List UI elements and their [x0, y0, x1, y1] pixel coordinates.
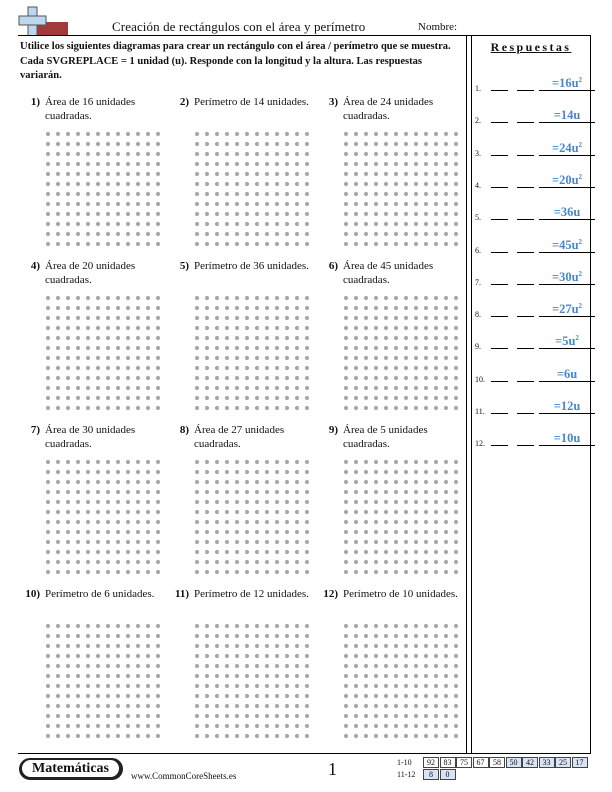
answer-value	[539, 367, 595, 382]
problem-text: Perímetro de 10 unidades.	[343, 588, 458, 600]
answer-value-text: =5u	[555, 334, 576, 349]
height-blank[interactable]	[517, 284, 534, 285]
dot-grid[interactable]	[193, 294, 313, 414]
subject-badge	[19, 758, 123, 780]
answer-row-4	[475, 169, 590, 191]
problem-text: Área de 20 unidades cuadradas.	[45, 260, 136, 286]
length-blank[interactable]	[491, 381, 508, 382]
problem-number: 10)	[25, 588, 40, 600]
website-link[interactable]: www.CommonCoreSheets.es	[131, 771, 237, 781]
score-cell: 58	[489, 757, 505, 768]
problem-text: Área de 45 unidades cuadradas.	[343, 260, 434, 286]
length-blank[interactable]	[491, 252, 508, 253]
answer-value-text: =45u	[551, 237, 579, 252]
answer-number: 11.	[475, 407, 485, 416]
dot-grid[interactable]	[193, 130, 313, 250]
answer-number: 12.	[475, 439, 485, 449]
answer-value	[539, 138, 595, 156]
answer-value	[539, 331, 595, 349]
problem-text: Perímetro de 36 unidades.	[194, 260, 309, 272]
answer-number: 5.	[475, 213, 481, 223]
problem-text: Perímetro de 6 unidades.	[45, 588, 155, 600]
answer-value	[539, 235, 595, 253]
answer-row-8	[475, 298, 590, 320]
dot-grid[interactable]	[44, 130, 164, 250]
length-blank[interactable]	[491, 219, 508, 220]
dot-grid[interactable]	[342, 458, 462, 578]
height-blank[interactable]	[517, 252, 534, 253]
problem-7	[18, 424, 166, 584]
logo-icon	[18, 6, 68, 36]
answer-row-11	[475, 395, 590, 417]
problem-text: Área de 24 unidades cuadradas.	[343, 96, 434, 122]
name-label: Nombre:	[418, 21, 458, 33]
length-blank[interactable]	[491, 284, 508, 285]
score-cell: 17	[572, 757, 588, 768]
footer-divider	[18, 753, 591, 754]
problem-number: 6)	[328, 260, 338, 272]
answer-exponent: 2	[578, 302, 583, 311]
answer-value	[539, 205, 595, 220]
height-blank[interactable]	[517, 219, 534, 220]
score-cell: 42	[522, 757, 538, 768]
problem-9	[316, 424, 464, 584]
answer-value	[539, 170, 595, 188]
problem-number: 4)	[30, 260, 40, 272]
answer-value	[539, 73, 595, 91]
problem-8	[167, 424, 315, 584]
answer-value-text: =12u	[553, 399, 581, 413]
page-title: Creación de rectángulos con el área y perímetro	[112, 19, 366, 34]
answer-number: 9.	[475, 342, 481, 352]
answer-number: 3.	[475, 148, 481, 158]
answer-exponent: 2	[578, 269, 583, 278]
problem-text: Área de 27 unidades cuadradas.	[194, 424, 285, 450]
height-blank[interactable]	[517, 413, 534, 414]
answer-row-10	[475, 363, 590, 385]
problem-6	[316, 260, 464, 420]
dot-grid[interactable]	[342, 130, 462, 250]
problem-text: Área de 5 unidades cuadradas.	[343, 424, 428, 450]
height-blank[interactable]	[517, 445, 534, 446]
answer-value	[539, 108, 595, 123]
length-blank[interactable]	[491, 155, 508, 156]
problem-text: Perímetro de 14 unidades.	[194, 96, 309, 108]
answer-row-5	[475, 201, 590, 223]
answer-number: 7.	[475, 277, 481, 287]
answer-exponent: 2	[578, 76, 583, 84]
length-blank[interactable]	[491, 90, 508, 91]
height-blank[interactable]	[517, 348, 534, 349]
problem-text: Área de 30 unidades cuadradas.	[45, 424, 136, 450]
length-blank[interactable]	[491, 348, 508, 349]
answer-exponent: 2	[578, 172, 583, 181]
dot-grid[interactable]	[342, 622, 462, 742]
dot-grid[interactable]	[193, 622, 313, 742]
score-cell: 0	[440, 769, 456, 780]
answer-value-text: =14u	[553, 108, 581, 123]
answer-number: 8.	[475, 310, 481, 320]
problem-text: Área de 16 unidades cuadradas.	[45, 96, 136, 122]
problem-number: 9)	[328, 424, 338, 436]
answer-number: 4.	[475, 180, 481, 190]
answer-row-6	[475, 234, 590, 256]
length-blank[interactable]	[491, 316, 508, 317]
length-blank[interactable]	[491, 122, 508, 123]
problem-2	[167, 96, 315, 256]
dot-grid[interactable]	[44, 458, 164, 578]
answer-value-text: =24u	[551, 140, 579, 155]
problem-number: 1)	[30, 96, 40, 108]
length-blank[interactable]	[491, 445, 508, 446]
problem-number: 7)	[30, 424, 40, 436]
answer-value-text: =30u	[551, 269, 579, 284]
answer-value-text: =20u	[551, 172, 579, 187]
answer-value-text: =16u	[551, 76, 579, 90]
score-cell: 25	[555, 757, 571, 768]
score-cell: 83	[440, 757, 456, 768]
problem-5	[167, 260, 315, 420]
height-blank[interactable]	[517, 155, 534, 156]
answer-exponent: 2	[578, 237, 583, 246]
dot-grid[interactable]	[342, 294, 462, 414]
score-cell: 33	[539, 757, 555, 768]
problem-1	[18, 96, 166, 256]
score-range-label: 11-12	[397, 770, 416, 779]
answer-value-text: =6u	[556, 366, 578, 381]
page-number: 1	[328, 759, 337, 779]
problem-number: 2)	[179, 96, 189, 108]
problem-number: 3)	[328, 96, 338, 108]
answer-value	[539, 267, 595, 285]
height-blank[interactable]	[517, 381, 534, 382]
problem-text: Perímetro de 12 unidades.	[194, 588, 309, 600]
instructions: Utilice los siguientes diagramas para crear un rectángulo con el área / perímetro que se muestra. Cada SVGREPLACE = 1 unidad (u). Responde con la longitud y la altura. Las respuestas variarán.	[20, 41, 451, 81]
answer-value-text: =10u	[553, 431, 581, 446]
height-blank[interactable]	[517, 90, 534, 91]
height-blank[interactable]	[517, 316, 534, 317]
subject-badge-label: Matemáticas	[22, 760, 119, 777]
answer-number: 2.	[475, 116, 481, 126]
answer-row-1	[475, 72, 590, 94]
problem-3	[316, 96, 464, 256]
problem-number: 8)	[179, 424, 189, 436]
answer-value	[539, 431, 595, 446]
score-cell: 75	[456, 757, 472, 768]
answer-value-text: =27u	[551, 302, 579, 317]
dot-grid[interactable]	[44, 294, 164, 414]
answer-row-9	[475, 330, 590, 352]
problem-10	[18, 588, 166, 748]
answer-row-7	[475, 266, 590, 288]
answer-exponent: 2	[578, 140, 583, 149]
problem-number: 11)	[174, 588, 189, 600]
dot-grid[interactable]	[44, 622, 164, 742]
score-cell: 50	[506, 757, 522, 768]
answer-value	[539, 299, 595, 317]
answer-row-12	[475, 427, 590, 449]
problem-number: 12)	[323, 588, 338, 600]
answers-title: Respuestas	[490, 40, 572, 54]
dot-grid[interactable]	[193, 458, 313, 578]
problem-11	[167, 588, 315, 748]
answer-key	[472, 36, 591, 753]
answer-exponent: 2	[575, 334, 579, 343]
problem-4	[18, 260, 166, 420]
score-range-label: 1-10	[397, 758, 412, 767]
answer-value	[539, 399, 595, 414]
worksheet-body	[18, 36, 466, 753]
length-blank[interactable]	[491, 187, 508, 188]
height-blank[interactable]	[517, 187, 534, 188]
answer-number: 1.	[475, 84, 481, 93]
score-cell: 67	[473, 757, 489, 768]
answer-row-3	[475, 137, 590, 159]
problem-12	[316, 588, 464, 748]
answer-number: 10.	[475, 374, 485, 384]
score-cell: 8	[423, 769, 439, 780]
length-blank[interactable]	[491, 413, 508, 414]
answer-row-2	[475, 104, 590, 126]
score-cell: 92	[423, 757, 439, 768]
answer-value-text: =36u	[553, 205, 581, 220]
height-blank[interactable]	[517, 122, 534, 123]
answer-number: 6.	[475, 245, 481, 255]
problem-number: 5)	[179, 260, 189, 272]
